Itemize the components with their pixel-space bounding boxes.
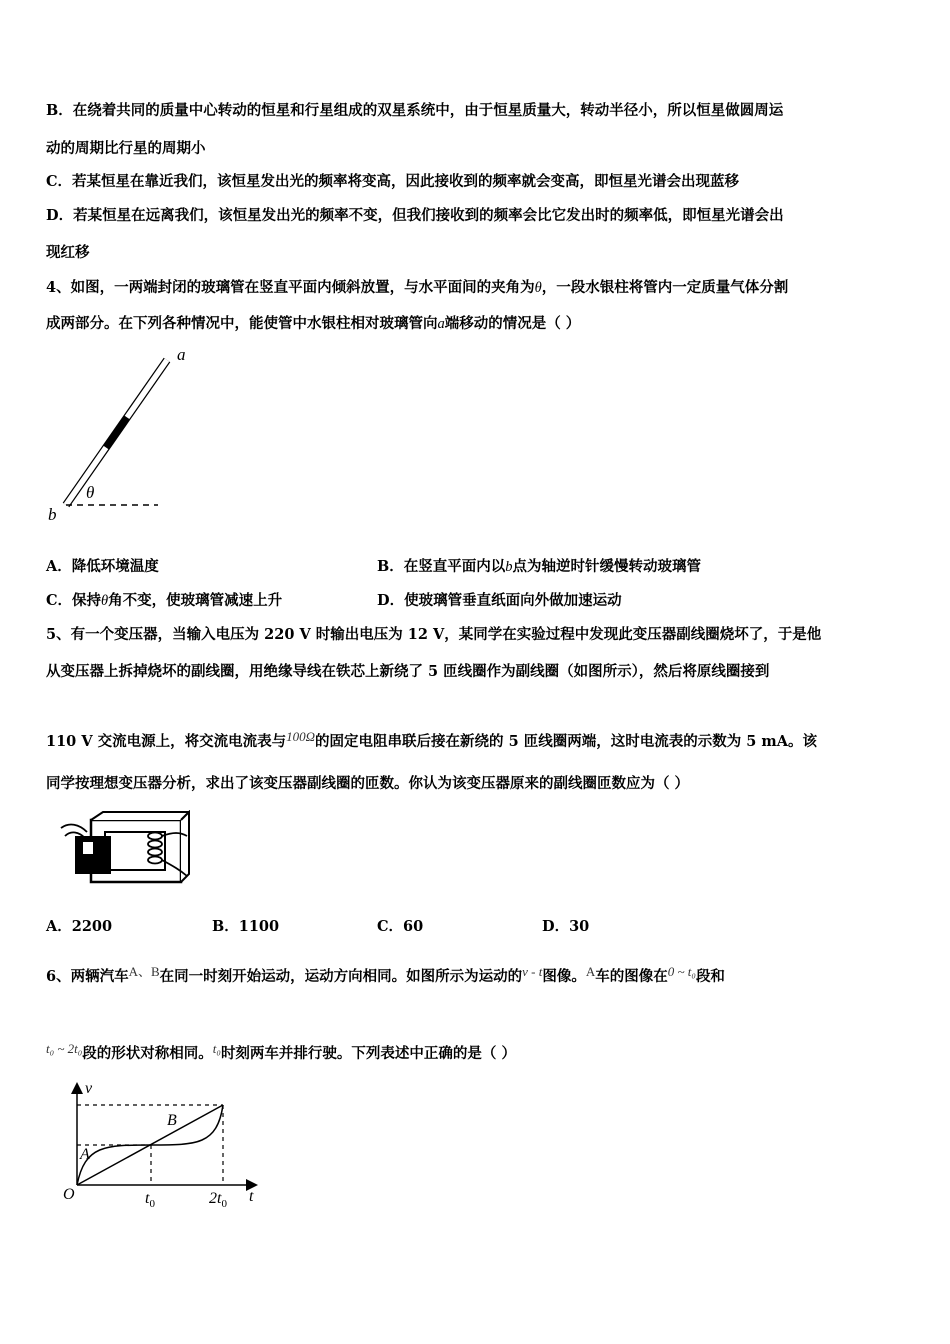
- q5-option-a: A．2200: [46, 918, 113, 935]
- theta-symbol: θ: [101, 593, 109, 609]
- q5-option-d: D．30: [542, 918, 590, 935]
- q3-option-b-line2: 动的周期比行星的周期小: [46, 140, 206, 157]
- q6-stem-text: 段和: [695, 968, 725, 985]
- car-a: A: [585, 964, 596, 979]
- q4-stem-text: 4、如图，一两端封闭的玻璃管在竖直平面内倾斜放置，与水平面间的夹角为: [46, 279, 535, 296]
- label-theta: θ: [86, 483, 95, 502]
- q4-stem-line1: [46, 278, 910, 298]
- q3-option-d-line1: D．若某恒星在远离我们，该恒星发出光的频率不变，但我们接收到的频率会比它发出时的频率低，即恒星光谱会出: [46, 207, 784, 224]
- q4-option-a: A．降低环境温度: [46, 558, 159, 575]
- q5-option-c: C．60: [377, 918, 424, 935]
- q5-stem-text: 的固定电阻串联后接在新绕的 5 匝线圈两端，这时电流表的示数为 5 mA。该: [315, 733, 817, 750]
- q6-stem-text: 车的图像在: [595, 968, 668, 985]
- q5-stem-line1: 5、有一个变压器，当输入电压为 220 V 时输出电压为 12 V，某同学在实验过程中发现此变压器副线圈烧坏了，于是他: [46, 626, 822, 643]
- q6-stem-text: 图像。: [542, 968, 586, 985]
- interval-0-t0: 0 ~ t₀: [667, 964, 696, 979]
- resistance-formula: 100Ω: [286, 729, 316, 744]
- vt-symbol: v - t: [522, 964, 543, 979]
- q4-option-b-text: 点为轴逆时针缓慢转动玻璃管: [512, 558, 702, 575]
- label-curve-a: A: [80, 1146, 90, 1163]
- q6-stem-line1: [46, 962, 910, 987]
- q4-option-c-text: C．保持: [46, 592, 102, 609]
- label-origin: O: [63, 1186, 75, 1203]
- q5-stem-text: 110 V 交流电源上，将交流电流表与: [46, 733, 287, 750]
- q4-stem-text: ，一段水银柱将管内一定质量气体分割: [541, 279, 789, 296]
- q4-option-b-text: B．在竖直平面内以: [377, 558, 506, 575]
- q6-stem-line2: [46, 1039, 910, 1064]
- label-b: b: [48, 505, 57, 524]
- q6-stem-text: 段的形状对称相同。: [82, 1045, 213, 1062]
- mercury-column: [106, 417, 127, 447]
- cars-a-b: A、B: [128, 964, 160, 979]
- transformer-figure: [55, 810, 190, 890]
- q3-option-c: C．若某恒星在靠近我们，该恒星发出光的频率将变高，因此接收到的频率就会变高，即恒星光谱会出现蓝移: [46, 173, 740, 190]
- q4-stem-text: 成两部分。在下列各种情况中，能使管中水银柱相对玻璃管向: [46, 315, 438, 332]
- q3-option-b-line1: B．在绕着共同的质量中心转动的恒星和行星组成的双星系统中，由于恒星质量大，转动半径小，所以恒星做圆周运: [46, 102, 784, 119]
- q6-stem-text: 6、两辆汽车: [46, 968, 129, 985]
- q5-stem-line2: 从变压器上拆掉烧坏的副线圈，用绝缘导线在铁芯上新绕了 5 匝线圈作为副线圈（如图所示），然后将原线圈接到: [46, 663, 770, 680]
- q6-stem-text: 在同一时刻开始运动，运动方向相同。如图所示为运动的: [159, 968, 523, 985]
- q4-option-c-text: 角不变，使玻璃管减速上升: [108, 592, 283, 609]
- label-t: t: [249, 1188, 254, 1205]
- tick-2t0: $2t_0$: [209, 1190, 227, 1210]
- q4-stem-line2: [46, 314, 910, 334]
- tube-figure: [40, 340, 210, 530]
- label-v: v: [85, 1080, 93, 1097]
- tick-t0: $t_0$: [145, 1190, 155, 1210]
- label-a: a: [177, 345, 186, 364]
- line-b: [77, 1105, 223, 1185]
- q4-option-c: [46, 591, 282, 611]
- t0-symbol: t₀: [212, 1041, 221, 1056]
- vt-graph: [55, 1075, 270, 1215]
- q5-option-b: B．1100: [212, 918, 280, 935]
- q3-option-d-line2: 现红移: [46, 244, 90, 261]
- q4-option-d: D．使玻璃管垂直纸面向外做加速运动: [377, 592, 622, 609]
- interval-t0-2t0: t₀ ~ 2t₀: [46, 1041, 83, 1056]
- q6-stem-text: 时刻两车并排行驶。下列表述中正确的是（ ）: [220, 1045, 516, 1062]
- var-a: a: [437, 316, 445, 332]
- theta-symbol: θ: [534, 280, 542, 296]
- q4-stem-text: 端移动的情况是（ ）: [444, 315, 581, 332]
- q4-option-b: [377, 557, 701, 577]
- label-curve-b: B: [167, 1112, 177, 1129]
- primary-coil: [75, 836, 111, 874]
- q5-stem-line3: [46, 727, 910, 752]
- var-b: b: [505, 559, 513, 575]
- q5-stem-line4: 同学按理想变压器分析，求出了该变压器副线圈的匝数。你认为该变压器原来的副线圈匝数应为（ ）: [46, 775, 690, 792]
